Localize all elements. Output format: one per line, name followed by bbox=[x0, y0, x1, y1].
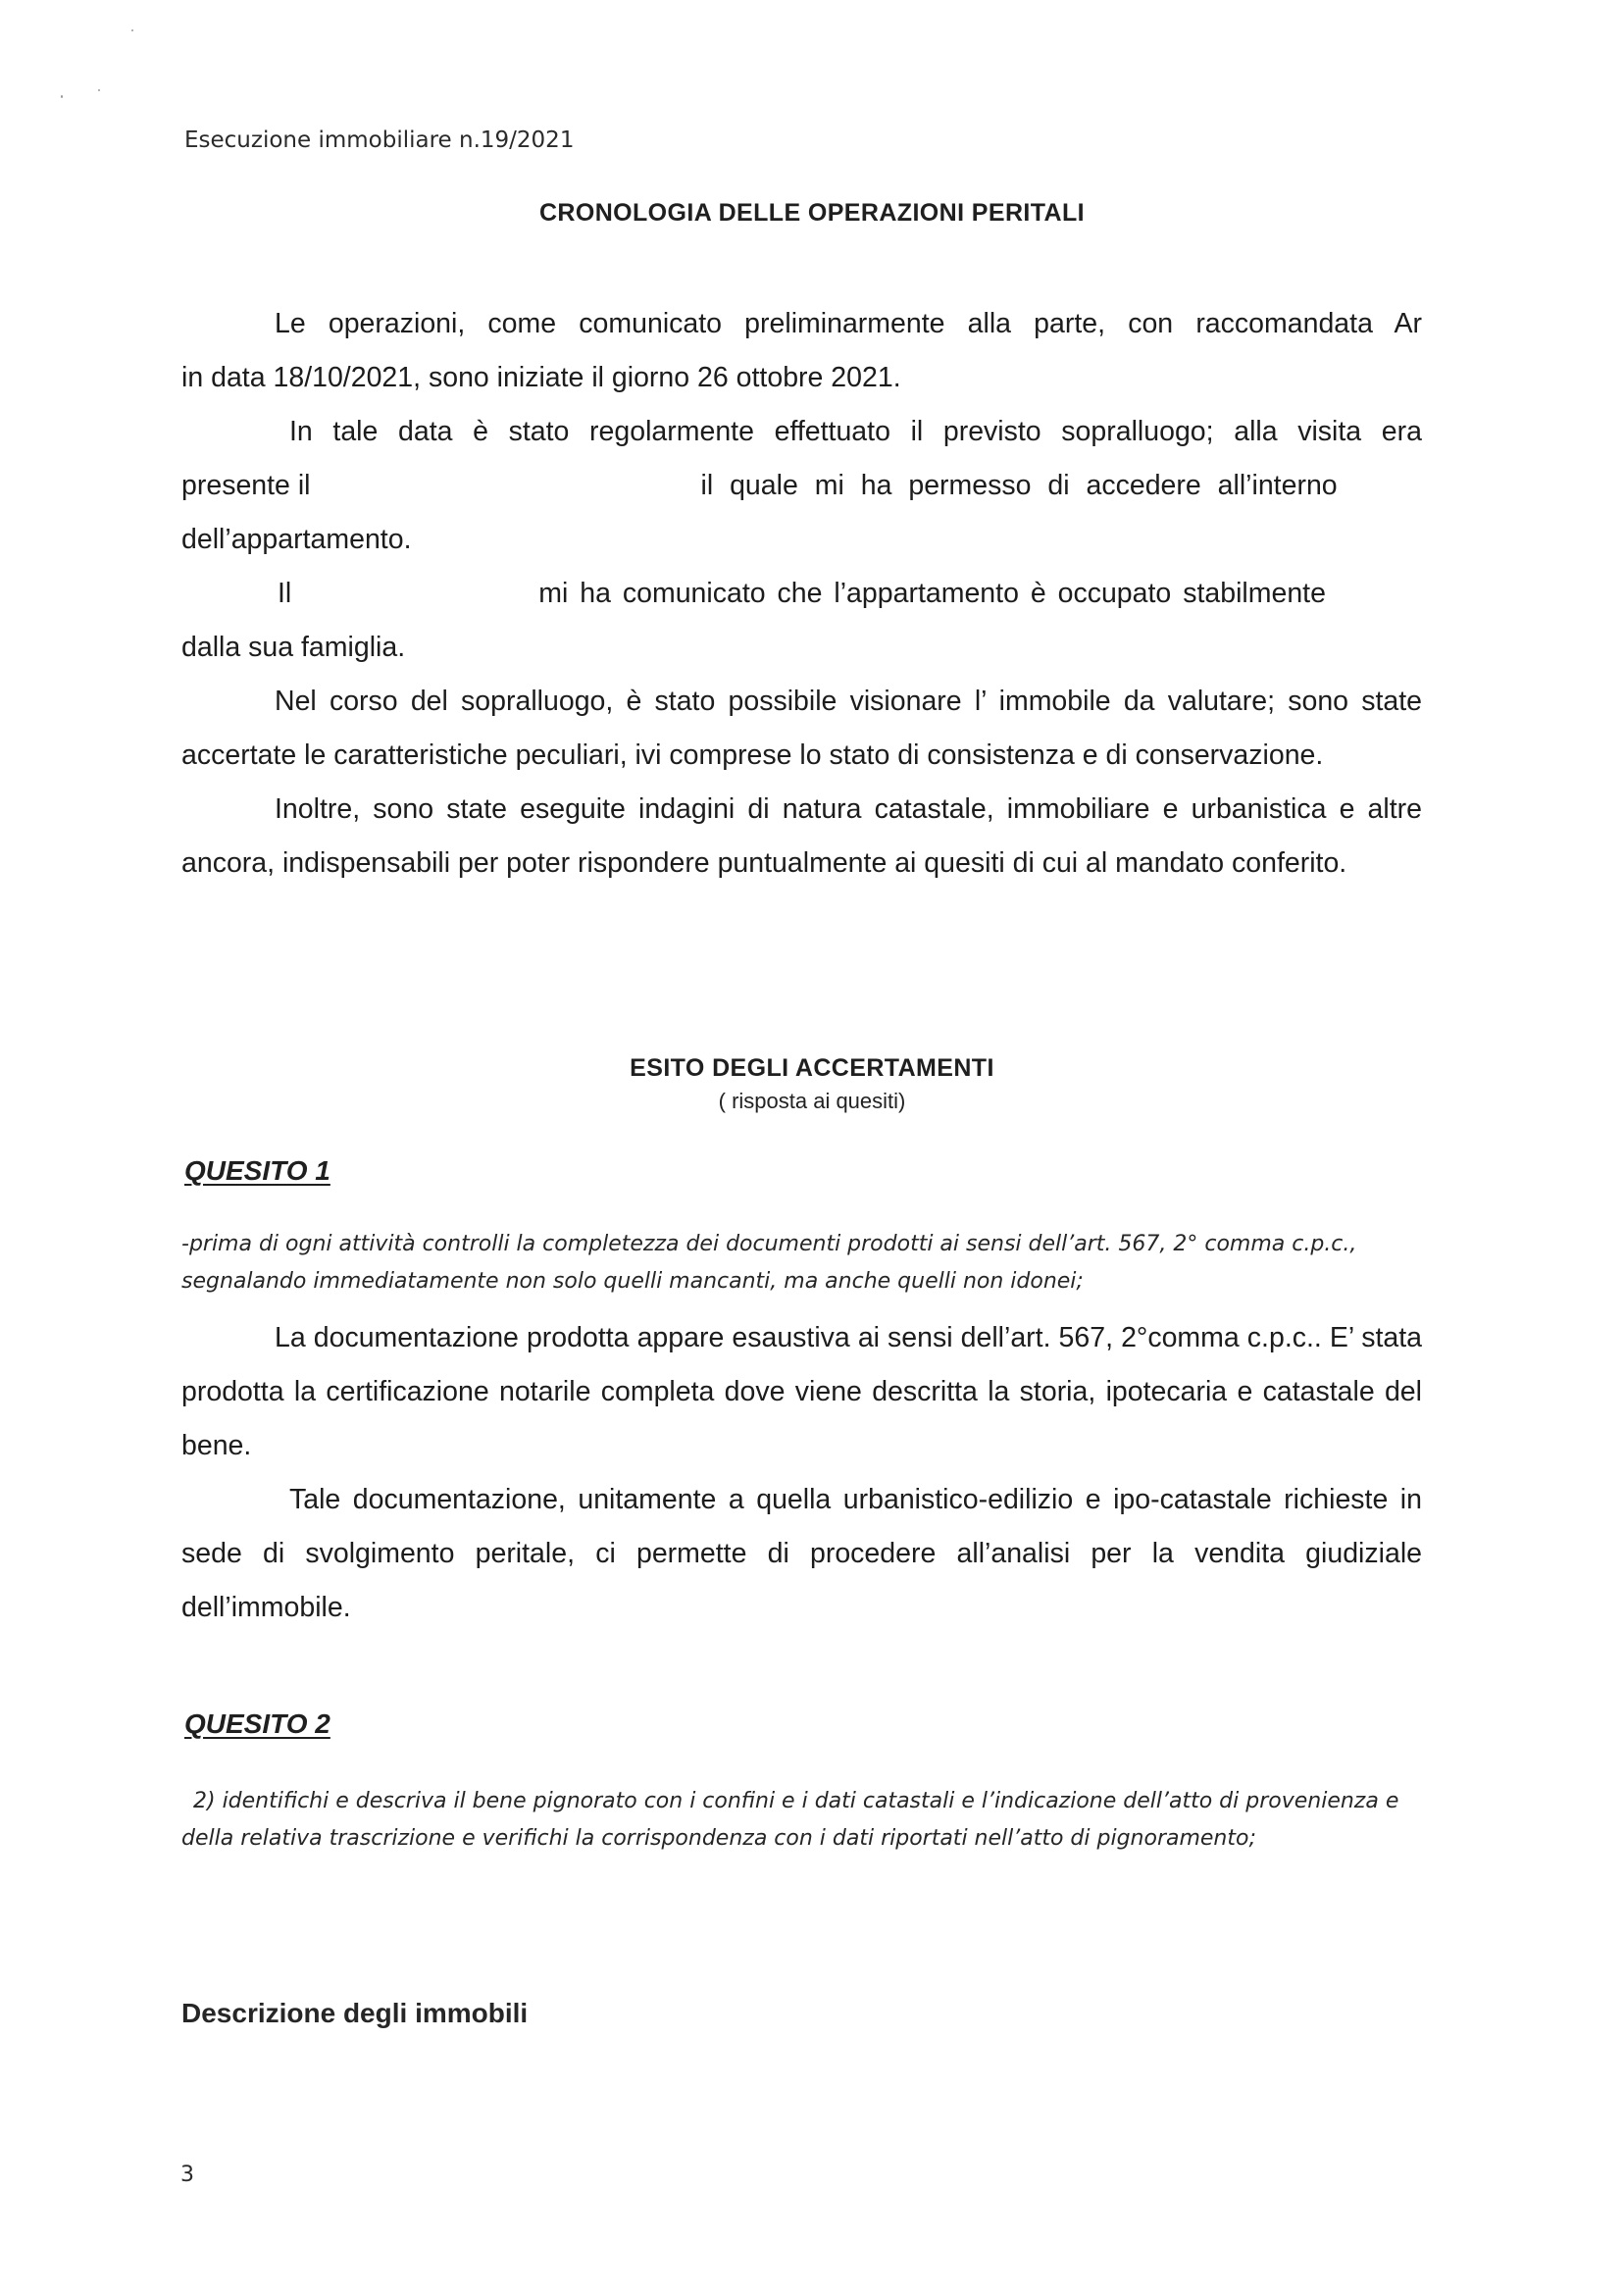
scan-speck bbox=[98, 89, 100, 91]
quesito-1-answer-paragraph-1: La documentazione prodotta appare esaustiva ai sensi dell’art. 567, 2°comma c.p.c.. E’ stata prodotta la certificazione notarile completa dove viene descritta la storia, ipotecaria e catastale del bene. bbox=[181, 1322, 1422, 1461]
paragraph-2-presente: presente il bbox=[181, 470, 311, 501]
paragraph-2-line-3: dell’appartamento. bbox=[181, 524, 412, 555]
page-number: 3 bbox=[180, 2163, 194, 2187]
paragraph-1-line-1: Le operazioni, come comunicato preliminarmente alla parte, con raccomandata Ar bbox=[275, 308, 1422, 339]
section-title-esito: ESITO DEGLI ACCERTAMENTI bbox=[630, 1054, 994, 1082]
document-header: Esecuzione immobiliare n.19/2021 bbox=[184, 127, 575, 153]
paragraph-3-line-2: dalla sua famiglia. bbox=[181, 632, 406, 663]
paragraph-5: Inoltre, sono state eseguite indagini di natura catastale, immobiliare e urbanistica e altre ancora, indispensabili per poter rispondere puntualmente ai quesiti di cui al mandato conferito. bbox=[181, 793, 1422, 879]
section-title-cronologia: CRONOLOGIA DELLE OPERAZIONI PERITALI bbox=[538, 199, 1086, 227]
paragraph-2-rest: il quale mi ha permesso di accedere all’interno bbox=[700, 470, 1338, 501]
quesito-2-label: QUESITO 2 bbox=[184, 1708, 330, 1739]
quesito-1-answer bbox=[181, 1311, 1422, 1635]
paragraph-3-line-1 bbox=[181, 567, 1422, 621]
section-subtitle: ( risposta ai quesiti) bbox=[718, 1089, 906, 1113]
paragraph-4: Nel corso del sopralluogo, è stato possibile visionare l’ immobile da valutare; sono state accertate le caratteristiche peculiari, ivi comprese lo stato di consistenza e di conservazione. bbox=[181, 686, 1422, 771]
paragraph-3-il: Il bbox=[278, 578, 292, 609]
paragraph-2-line-1: In tale data è stato regolarmente effettuato il previsto sopralluogo; alla visita era bbox=[289, 416, 1422, 447]
quesito-2-question-text: 2) identifichi e descriva il bene pignorato con i confini e i dati catastali e l’indicazione dell’atto di provenienza e della relativa trascrizione e verifichi la corrispondenza con i dati riportati nell’atto di pignoramento; bbox=[181, 1789, 1399, 1851]
scan-speck bbox=[131, 29, 133, 31]
body-section-1 bbox=[181, 297, 1422, 891]
paragraph-3-rest: mi ha comunicato che l’appartamento è occupato stabilmente bbox=[538, 578, 1326, 609]
descrizione-heading: Descrizione degli immobili bbox=[181, 1998, 529, 2028]
quesito-1-answer-paragraph-2: Tale documentazione, unitamente a quella urbanistico-edilizio e ipo-catastale richieste in sede di svolgimento peritale, ci permette di procedere all’analisi per la vendita giudiziale dell’immobile. bbox=[181, 1484, 1422, 1623]
quesito-1-question-text: -prima di ogni attività controlli la completezza dei documenti prodotti ai sensi dell’art. 567, 2° comma c.p.c., segnalando immediatamente non solo quelli mancanti, ma anche quelli non idonei; bbox=[181, 1232, 1357, 1294]
quesito-1-question bbox=[181, 1226, 1427, 1300]
quesito-1-label: QUESITO 1 bbox=[184, 1155, 330, 1186]
paragraph-2-line-2 bbox=[181, 459, 1422, 513]
quesito-2-question bbox=[181, 1783, 1427, 1858]
paragraph-1-line-2: in data 18/10/2021, sono iniziate il giorno 26 ottobre 2021. bbox=[181, 362, 901, 393]
scan-speck bbox=[61, 95, 63, 98]
